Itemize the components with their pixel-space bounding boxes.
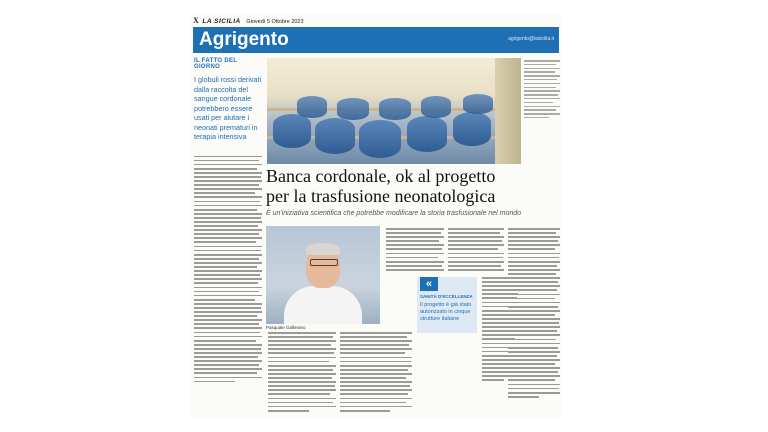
newspaper-page [190, 14, 562, 418]
article-subhead: È un'iniziativa scientifica che potrebbe modificare la storia trasfusionale nel mondo [266, 210, 522, 217]
body-column-3-top [386, 228, 444, 273]
headline-line-1: Banca cordonale, ok al progetto [266, 166, 496, 186]
body-text-block [194, 156, 262, 383]
article-headline [266, 166, 560, 206]
section-banner [193, 27, 559, 53]
portrait-photo [266, 226, 380, 324]
section-email: agrigento@lasicilia.it [508, 36, 554, 42]
pull-quote-text: Il progetto è già stato autorizzato in cinque strutture italiane [420, 302, 472, 322]
body-column-6 [508, 228, 560, 400]
section-title: Agrigento [199, 29, 289, 50]
body-column-4-top [448, 228, 504, 273]
kicker-label: IL FATTO DEL GIORNO [194, 58, 238, 70]
quote-icon: « [420, 277, 438, 291]
photo-caption [524, 60, 560, 121]
headline-line-2: per la trasfusione neonatologica [266, 186, 496, 206]
body-column-2 [340, 332, 412, 414]
portrait-caption: Pasquale Gallerano [266, 325, 306, 330]
cryo-tanks-photo [267, 58, 521, 164]
side-headline: I globuli rossi derivati dalla raccolta del sangue cordonale potrebbero essere usati per aiutare i neonati prematuri in terapia intensiva [194, 75, 262, 141]
pull-quote-label: SANITÀ D'ECCELLENZA [420, 294, 473, 299]
left-column [194, 58, 262, 413]
issue-date: Giovedì 5 Ottobre 2023 [246, 19, 304, 25]
body-column-1 [268, 332, 336, 414]
page-marker: X [193, 16, 199, 25]
pull-quote-box [417, 277, 477, 333]
newspaper-brand: LA SICILIA [202, 18, 241, 25]
